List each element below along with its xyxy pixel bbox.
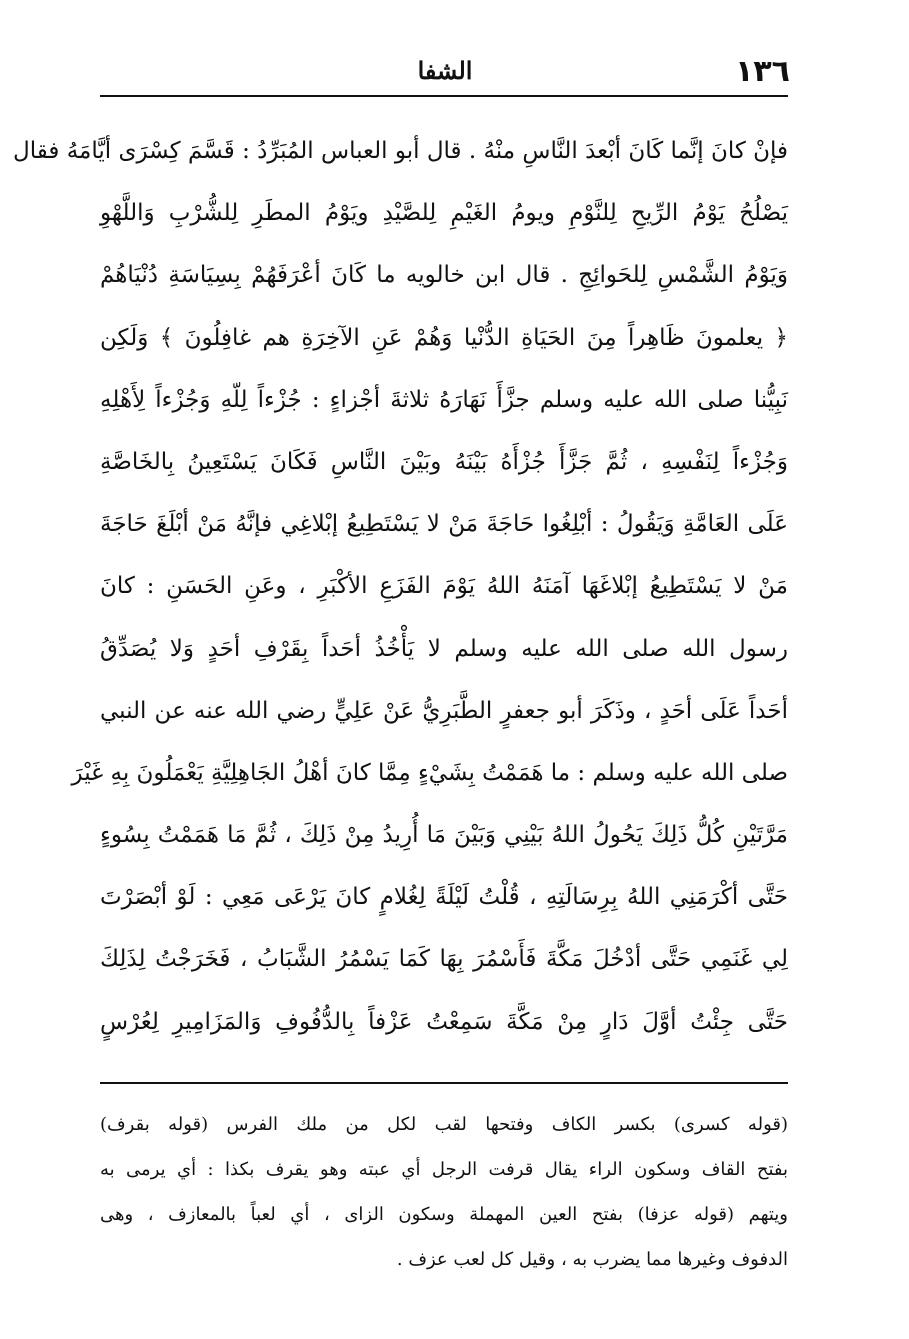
text-line: مَرَّتَيْنِ كُلُّ ذَلِكَ يَحُولُ اللهُ بَيْنِي وَبَيْنَ مَا أُرِيدُ مِنْ ذَلِكَ ، ثُمَّ مَا هَمَمْتُ بِسُوءٍ <box>100 822 788 849</box>
text-line: وَجُزْءاً لِنَفْسِهِ ، ثُمَّ جَزَّأَ جُزْأَهُ بَيْنَهُ وبَيْنَ النَّاسِ فَكَانَ يَسْتَعِينُ بِالخَاصَّةِ <box>100 448 788 475</box>
text-line: أحَداً عَلَى أحَدٍ ، وذَكَرَ أبو جعفرٍ الطَّبَرِيُّ عَنْ عَلِيٍّ رضي الله عنه عن النبي <box>100 697 788 724</box>
text-line: يَصْلُحُ يَوْمُ الرِّيحِ لِلنَّوْمِ ويومُ الغَيْمِ لِلصَّيْدِ ويَوْمُ المطَرِ لِلشُّرْبِ وَاللَّهْوِ <box>100 200 788 227</box>
footnote-rule <box>100 1082 788 1084</box>
text-line: حَتَّى جِئْتُ أوَّلَ دَارٍ مِنْ مَكَّةَ سَمِعْتُ عَزْفاً بِالدُّفُوفِ وَالمَزَامِيرِ لِعُرْسٍ <box>100 1008 788 1035</box>
text-line: لِي غَنَمِي حَتَّى أدْخُلَ مَكَّةَ فَأَسْمُرَ بِهَا كَمَا يَسْمُرُ الشَّبَابُ ، فَخَرَجْتُ لِذَلِكَ <box>100 946 788 973</box>
text-line: صلى الله عليه وسلم : ما هَمَمْتُ بِشَيْءٍ مِمَّا كانَ أهْلُ الجَاهِلِيَّةِ يَعْمَلُونَ بِهِ غَيْرَ <box>71 759 788 786</box>
text-line: فإنْ كانَ إنَّما كَانَ أبْعدَ النَّاسِ منْهُ . قال أبو العباس المُبَرِّدُ : قَسَّمَ كِسْرَى أيَّامَهُ فقال <box>13 138 788 164</box>
text-line: عَلَى العَامَّةِ وَيَقُولُ : أبْلِغُوا حَاجَةَ مَنْ لا يَسْتَطِيعُ إبْلاغِي فإنَّهُ مَنْ أبْلَغَ حَاجَةَ <box>100 511 788 538</box>
footnotes <box>100 1102 788 1282</box>
text-line: نَبِيُّنا صلى الله عليه وسلم جزَّأَ نَهَارَهُ ثلاثةَ أجْزاءٍ : جُزْءاً لِلّهِ وَجُزْءاً لِأَهْلِهِ <box>100 386 788 413</box>
page-number: ١٣٦ <box>735 54 790 89</box>
text-line: ﴿ يعلمونَ ظَاهِراً مِنَ الحَيَاةِ الدُّنْيا وَهُمْ عَنِ الآخِرَةِ هم غافِلُونَ ﴾ وَلَكِن <box>100 324 788 351</box>
footnote-line: (قوله كسرى) بكسر الكاف وفتحها لقب لكل من ملك الفرس (قوله بقرف) <box>100 1114 788 1135</box>
header-rule <box>100 95 788 97</box>
text-line: وَيَوْمُ الشَّمْسِ لِلحَوائِجِ . قال ابن خالويه ما كَانَ أعْرَفَهُمْ بِسِيَاسَةِ دُنْيَاهُمْ <box>100 262 788 289</box>
footnote-line: الدفوف وغيرها مما يضرب به ، وقيل كل لعب عزف . <box>396 1249 788 1270</box>
footnote-line: ويتهم (قوله عزفا) بفتح العين المهملة وسكون الزاى ، أي لعباً بالمعازف ، وهى <box>100 1204 788 1225</box>
running-title: الشفا <box>417 56 473 85</box>
text-line: حَتَّى أكْرَمَنِي اللهُ بِرِسَالَتِهِ ، قُلْتُ لَيْلَةً لِغُلامٍ كانَ يَرْعَى مَعِي : لَوْ أبْصَرْتَ <box>100 884 788 911</box>
main-text <box>13 120 788 1053</box>
running-head <box>100 52 790 88</box>
footnote-line: بفتح القاف وسكون الراء يقال قرفت الرجل أي عبته وهو يقرف بكذا : أي يرمى به <box>100 1159 788 1180</box>
text-line: مَنْ لا يَسْتَطِيعُ إبْلاغَهَا آمَنَهُ اللهُ يَوْمَ الفَزَعِ الأكْبَرِ ، وعَنِ الحَسَنِ : كانَ <box>100 573 788 600</box>
text-line: رسول الله صلى الله عليه وسلم لا يَأْخُذُ أحَداً بِقَرْفِ أحَدٍ وَلا يُصَدِّقُ <box>100 635 788 662</box>
